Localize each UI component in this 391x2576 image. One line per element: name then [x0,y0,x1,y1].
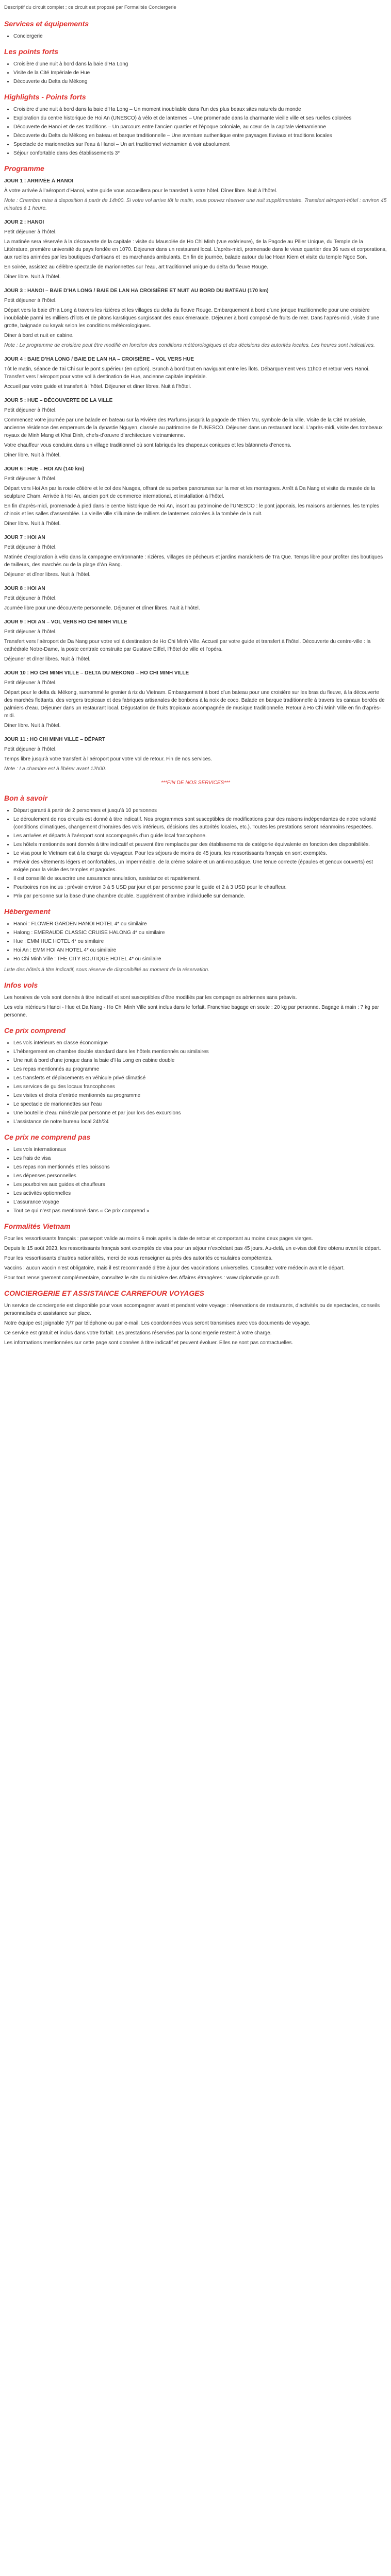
day-text: Dîner libre. Nuit à l’hôtel. [4,723,61,729]
services-list [4,32,387,40]
infos-vols-paragraph: Les vols intérieurs Hanoi - Hue et Da Nang - Ho Chi Minh Ville sont inclus dans le forfait. Franchise bagage en soute : 20 kg par personne. Bagage à main : 7 kg par personne. [4,1005,379,1019]
programme-day [4,736,387,773]
programme-title: Programme [4,164,44,173]
day-text: Commencez votre journée par une balade en bateau sur la Rivière des Parfums jusqu’à la pagode de Thien Mu, symbole de la ville. Visite de la Cité Impériale, ancienne résidence des empereurs de la dynastie Nguyen, classée au patrimoine de l’UNESCO. Déjeuner dans un restaurant local. L’après-midi, visite des tombeaux royaux de Minh Mang et Khai Dinh, chefs-d’œuvre d’architecture vietnamienne. [4,417,383,439]
prix-ne-comprend-item: • Les repas non mentionnés et les boissons [13,1163,387,1171]
day-text: En soirée, assistez au célèbre spectacle de marionnettes sur l’eau, art traditionnel unique du delta du fleuve Rouge. [4,264,268,270]
bon-a-savoir-list [4,807,387,900]
highlights-item: • Spectacle de marionnettes sur l’eau à Hanoi – Un art traditionnel vietnamien à voir absolument [13,141,387,148]
infos-vols-section [4,980,387,1019]
day-text: Petit déjeuner à l’hôtel. [4,747,57,753]
formalites-paragraph: Vaccins : aucun vaccin n’est obligatoire, mais il est recommandé d’être à jour des vaccinations universelles. Consultez votre médecin avant le départ. [4,1265,345,1272]
programme-day [4,669,387,730]
prix-comprend-list [4,1039,387,1126]
day-text: Petit déjeuner à l’hôtel. [4,229,57,235]
prix-ne-comprend-item: • Les pourboires aux guides et chauffeurs [13,1181,387,1189]
programme-day [4,618,387,663]
day-text: Déjeuner et dîner libres. Nuit à l’hôtel. [4,656,91,663]
programme-day [4,585,387,612]
prix-comprend-item: • L’hébergement en chambre double standard dans les hôtels mentionnés ou similaires [13,1048,387,1056]
points-forts-list [4,60,387,86]
infos-vols-paragraph: Les horaires de vols sont donnés à titre indicatif et sont susceptibles d’être modifiés par les compagnies aériennes sans préavis. [4,995,297,1001]
highlights-section [4,92,387,157]
points-forts-section [4,46,387,86]
day-title: JOUR 7 : HOI AN [4,535,45,541]
formalites-paragraph: Depuis le 15 août 2023, les ressortissants français sont exemptés de visa pour un séjour n’excédant pas 45 jours. Au-delà, un e-visa doit être obtenu avant le départ. [4,1246,381,1252]
day-title: JOUR 1 : ARRIVÉE À HANOI [4,178,74,184]
bon-a-savoir-item: • Les arrivées et départs à l’aéroport sont accompagnés d’un guide local francophone. [13,832,387,840]
day-text: Petit déjeuner à l’hôtel. [4,545,57,551]
prix-ne-comprend-item: • Les vols internationaux [13,1146,387,1154]
highlights-item: • Exploration du centre historique de Hoi An (UNESCO) à vélo et de lanternes – Une promenade dans la charmante vieille ville et ses ruelles colorées [13,114,387,122]
prix-ne-comprend-section [4,1132,387,1215]
hebergement-item: • Halong : EMERAUDE CLASSIC CRUISE HALONG 4* ou similaire [13,929,387,937]
formalites-paragraph: Pour les ressortissants français : passeport valide au moins 6 mois après la date de retour et comportant au moins deux pages vierges. [4,1236,313,1242]
day-text: Note : Chambre mise à disposition à partir de 14h00. Si votre vol arrive tôt le matin, vous pouvez réserver une nuit supplémentaire. Transfert aéroport-hôtel : environ 45 minutes à 1 heure. [4,198,387,212]
programme-day [4,465,387,528]
end-of-services-separator: ***FIN DE NOS SERVICES*** [161,780,230,786]
prix-comprend-title: Ce prix comprend [4,1026,66,1035]
formalites-text [4,1235,387,1282]
hebergement-item: • Hanoi : FLOWER GARDEN HANOI HOTEL 4* ou similaire [13,920,387,928]
bon-a-savoir-item: • Il est conseillé de souscrire une assurance annulation, assistance et rapatriement. [13,875,387,883]
highlights-item: • Croisière d’une nuit à bord dans la baie d’Ha Long – Un moment inoubliable dans l’un des plus beaux sites naturels du monde [13,106,387,113]
day-text: Dîner libre. Nuit à l’hôtel. [4,521,61,527]
highlights-list [4,106,387,157]
highlights-title: Highlights - Points forts [4,93,86,101]
conciergerie-text [4,1302,387,1347]
conciergerie-paragraph: Les informations mentionnées sur cette page sont données à titre indicatif et peuvent évoluer. Elles ne sont pas contractuelles. [4,1340,294,1346]
hebergement-item: • Hue : EMM HUE HOTEL 4* ou similaire [13,938,387,945]
conciergerie-paragraph: Notre équipe est joignable 7j/7 par téléphone ou par e-mail. Les coordonnées vous seront transmises avec vos documents de voyage. [4,1320,311,1327]
bon-a-savoir-section [4,793,387,900]
day-text: Tôt le matin, séance de Tai Chi sur le pont supérieur (en option). Brunch à bord tout en naviguant entre les îlots. Débarquement vers 11h00 et retour vers Hanoi. Transfert vers l’aéroport pour votre vol à destination de Hue, ancienne capitale impériale. [4,366,370,380]
day-text: Petit déjeuner à l’hôtel. [4,629,57,635]
prix-ne-comprend-item: • Les frais de visa [13,1155,387,1162]
conciergerie-paragraph: Un service de conciergerie est disponible pour vous accompagner avant et pendant votre voyage : réservations de restaurants, d’activités ou de spectacles, conseils personnalisés et assistance sur place. [4,1303,380,1317]
prix-comprend-item: • Les repas mentionnés au programme [13,1065,387,1073]
infos-vols-title: Infos vols [4,981,38,990]
day-text: Dîner libre. Nuit à l’hôtel. [4,452,61,459]
day-text: Petit déjeuner à l’hôtel. [4,596,57,602]
prix-comprend-item: • Les transferts et déplacements en véhicule privé climatisé [13,1074,387,1082]
day-text: Départ pour le delta du Mékong, surnommé le grenier à riz du Vietnam. Embarquement à bord d’un bateau pour une croisière sur les bras du fleuve, à la découverte des marchés flottants, des vergers tropicaux et des fabriques artisanales de bonbons à la noix de coco. Balade en barque traditionnelle à travers les canaux bordés de palmiers d’eau. Déjeuner dans un restaurant local. Dégustation de fruits tropicaux accompagnée de musique traditionnelle. Retour à Ho Chi Minh Ville en fin d’après-midi. [4,690,385,719]
formalites-title: Formalités Vietnam [4,1222,71,1231]
points-forts-item: • Découverte du Delta du Mékong [13,78,387,86]
day-text: Petit déjeuner à l’hôtel. [4,298,57,304]
programme-day [4,218,387,281]
services-section [4,19,387,40]
hebergement-note: Liste des hôtels à titre indicatif, sous réserve de disponibilité au moment de la réservation. [4,967,209,973]
points-forts-item: • Visite de la Cité Impériale de Hue [13,69,387,77]
day-text: Départ vers la baie d’Ha Long à travers les rizières et les villages du delta du fleuve Rouge. Embarquement à bord d’une jonque traditionnelle pour une croisière inoubliable parmi les milliers d’îlots et de pitons karstiques surgissant des eaux émeraude. Déjeuner à bord composé de fruits de mer. Dans l’après-midi, visite d’une grotte, baignade ou kayak selon les conditions météorologiques. [4,308,380,329]
bon-a-savoir-item: • Pourboires non inclus : prévoir environ 3 à 5 USD par jour et par personne pour le guide et 2 à 3 USD pour le chauffeur. [13,884,387,891]
day-text: Note : La chambre est à libérer avant 12h00. [4,766,106,772]
day-text: Temps libre jusqu’à votre transfert à l’aéroport pour votre vol de retour. Fin de nos services. [4,756,212,762]
highlights-item: • Séjour confortable dans des établissements 3* [13,149,387,157]
bon-a-savoir-item: • Prix par personne sur la base d’une chambre double. Supplément chambre individuelle sur demande. [13,892,387,900]
conciergerie-paragraph: Ce service est gratuit et inclus dans votre forfait. Les prestations réservées par la conciergerie restent à votre charge. [4,1330,272,1336]
day-text: Petit déjeuner à l’hôtel. [4,680,57,686]
formalites-section [4,1221,387,1282]
prix-ne-comprend-item: • Les activités optionnelles [13,1190,387,1197]
day-text: En fin d’après-midi, promenade à pied dans le centre historique de Hoi An, inscrit au patrimoine de l’UNESCO : le pont japonais, les maisons anciennes, les temples chinois et les salles d’assemblée. La vieille ville s’illumine de milliers de lanternes colorées à la tombée de la nuit. [4,503,380,517]
day-text: Déjeuner et dîner libres. Nuit à l’hôtel. [4,572,91,578]
formalites-paragraph: Pour tout renseignement complémentaire, consultez le site du ministère des Affaires étrangères : www.diplomatie.gouv.fr. [4,1275,281,1281]
points-forts-title: Les points forts [4,47,59,56]
day-title: JOUR 10 : HO CHI MINH VILLE – DELTA DU MÉKONG – HO CHI MINH VILLE [4,670,189,676]
day-text: Votre chauffeur vous conduira dans un village traditionnel où sont fabriqués les chapeaux coniques et les bâtonnets d’encens. [4,443,291,449]
highlights-item: • Découverte de Hanoi et de ses traditions – Un parcours entre l’ancien quartier et l’époque coloniale, au cœur de la capitale vietnamienne [13,123,387,131]
prix-comprend-item: • Les vols intérieurs en classe économique [13,1039,387,1047]
conciergerie-section [4,1288,387,1347]
formalites-paragraph: Pour les ressortissants d’autres nationalités, merci de vous renseigner auprès des autorités consulaires compétentes. [4,1256,273,1262]
bon-a-savoir-title: Bon à savoir [4,794,48,803]
points-forts-item: • Croisière d’une nuit à bord dans la baie d’Ha Long [13,60,387,68]
bon-a-savoir-item: • Prévoir des vêtements légers et confortables, un imperméable, de la crème solaire et un anti-moustique. Une tenue correcte (épaules et genoux couverts) est exigée pour la visite des temples et pagodes. [13,858,387,874]
day-text: Accueil par votre guide et transfert à l’hôtel. Déjeuner et dîner libres. Nuit à l’hôtel. [4,384,191,390]
prix-comprend-item: • Le spectacle de marionnettes sur l’eau [13,1100,387,1108]
prix-ne-comprend-title: Ce prix ne comprend pas [4,1133,91,1142]
day-title: JOUR 3 : HANOI – BAIE D’HA LONG / BAIE DE LAN HA CROISIÈRE ET NUIT AU BORD DU BATEAU (170 km) [4,288,269,294]
day-text: Note : Le programme de croisière peut être modifié en fonction des conditions météorologiques et des décisions des autorités locales. Les heures sont indicatives. [4,343,375,349]
day-text: Matinée d’exploration à vélo dans la campagne environnante : rizières, villages de pêcheurs et jardins maraîchers de Tra Que. Temps libre pour profiter des boutiques de tailleurs, des marchés ou de la plage d’An Bang. [4,554,383,568]
hebergement-item: • Hoi An : EMM HOI AN HOTEL 4* ou similaire [13,946,387,954]
hebergement-item: • Ho Chi Minh Ville : THE CITY BOUTIQUE HOTEL 4* ou similaire [13,955,387,963]
highlights-item: • Découverte du Delta du Mékong en bateau et barque traditionnelle – Une aventure authentique entre paysages fluviaux et traditions locales [13,132,387,140]
hebergement-list [4,920,387,963]
bon-a-savoir-item: • Le visa pour le Vietnam est à la charge du voyageur. Pour les séjours de moins de 45 jours, les ressortissants français en sont exemptés. [13,850,387,857]
programme-day [4,287,387,349]
day-text: Dîner libre. Nuit à l’hôtel. [4,274,61,280]
programme-day [4,177,387,212]
day-text: Transfert vers l’aéroport de Da Nang pour votre vol à destination de Ho Chi Minh Ville. Accueil par votre guide et transfert à l’hôtel. Découverte du centre-ville : la cathédrale Notre-Dame, la poste centrale construite par Gustave Eiffel, l’hôtel de ville et l’opéra. [4,639,371,653]
day-title: JOUR 9 : HOI AN – VOL VERS HO CHI MINH VILLE [4,619,127,625]
prix-ne-comprend-list [4,1146,387,1215]
day-text: La matinée sera réservée à la découverte de la capitale : visite du Mausolée de Ho Chi Minh (vue extérieure), de la Pagode au Pilier Unique, du Temple de la Littérature, première université du pays fondée en 1070. Déjeuner dans un restaurant local. L’après-midi, promenade dans le vieux quartier des 36 rues et corporations, aux ruelles animées par les boutiques d’artisans et les marchands ambulants. En fin de journée, balade autour du lac Hoan Kiem et visite du temple Ngoc Son. [4,239,387,261]
programme-day [4,397,387,459]
day-text: À votre arrivée à l’aéroport d’Hanoi, votre guide vous accueillera pour le transfert à votre hôtel. Dîner libre. Nuit à l’hôtel. [4,188,278,194]
prix-comprend-item: • Une nuit à bord d’une jonque dans la baie d’Ha Long en cabine double [13,1057,387,1064]
prix-comprend-item: • Les services de guides locaux francophones [13,1083,387,1091]
programme-days [4,177,387,773]
prix-comprend-section [4,1025,387,1126]
day-title: JOUR 5 : HUE – DÉCOUVERTE DE LA VILLE [4,398,113,404]
programme-day [4,534,387,579]
prix-ne-comprend-item: • Tout ce qui n’est pas mentionné dans « Ce prix comprend » [13,1207,387,1215]
day-text: Petit déjeuner à l’hôtel. [4,408,57,414]
bon-a-savoir-item: • Les hôtels mentionnés sont donnés à titre indicatif et peuvent être remplacés par des établissements de catégorie équivalente en fonction des disponibilités. [13,841,387,849]
day-text: Journée libre pour une découverte personnelle. Déjeuner et dîner libres. Nuit à l’hôtel. [4,605,200,612]
programme-section [4,163,387,773]
programme-day [4,355,387,391]
day-title: JOUR 11 : HO CHI MINH VILLE – DÉPART [4,737,105,743]
day-text: Petit déjeuner à l’hôtel. [4,476,57,482]
day-text: Dîner à bord et nuit en cabine. [4,333,74,339]
prix-comprend-item: • L’assistance de notre bureau local 24h/24 [13,1118,387,1126]
prix-ne-comprend-item: • L’assurance voyage [13,1198,387,1206]
day-title: JOUR 2 : HANOI [4,219,44,226]
prix-comprend-item: • Une bouteille d’eau minérale par personne et par jour lors des excursions [13,1109,387,1117]
top-note: Descriptif du circuit complet ; ce circuit est proposé par Formalités Conciergerie [4,5,176,10]
bon-a-savoir-item: • Départ garanti à partir de 2 personnes et jusqu’à 10 personnes [13,807,387,815]
prix-ne-comprend-item: • Les dépenses personnelles [13,1172,387,1180]
conciergerie-title: CONCIERGERIE ET ASSISTANCE CARREFOUR VOYAGES [4,1289,204,1298]
day-title: JOUR 8 : HOI AN [4,586,45,592]
services-title: Services et équipements [4,20,89,28]
services-item: • Conciergerie [13,32,387,40]
prix-comprend-item: • Les visites et droits d’entrée mentionnés au programme [13,1092,387,1099]
hebergement-title: Hébergement [4,907,51,916]
hebergement-section [4,906,387,974]
bon-a-savoir-item: • Le déroulement de nos circuits est donné à titre indicatif. Nos programmes sont susceptibles de modifications pour des raisons indépendantes de notre volonté (conditions climatiques, changement d’horaires des vols intérieurs, décisions des autorités locales, etc.). Toutes les prestations seront néanmoins respectées. [13,816,387,831]
infos-vols-text [4,994,387,1019]
day-title: JOUR 6 : HUE – HOI AN (140 km) [4,466,85,472]
day-title: JOUR 4 : BAIE D’HA LONG / BAIE DE LAN HA – CROISIÈRE – VOL VERS HUE [4,357,194,363]
day-text: Départ vers Hoi An par la route côtière et le col des Nuages, offrant de superbes panoramas sur la mer et les montagnes. Arrêt à Da Nang et visite du musée de la sculpture Cham. Arrivée à Hoi An, ancien port de commerce international, et installation à l’hôtel. [4,486,376,500]
